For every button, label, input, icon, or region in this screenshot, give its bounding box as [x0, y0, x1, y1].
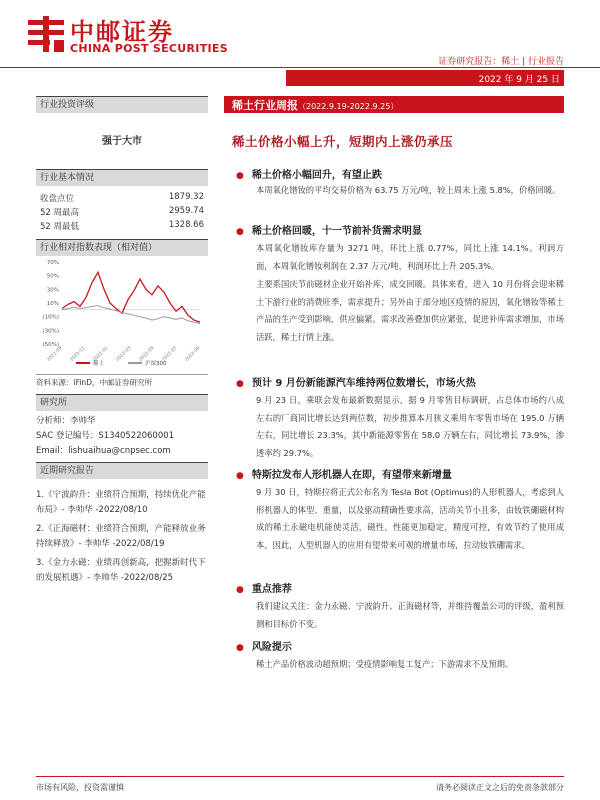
x-tick-label: 2022-03: [115, 345, 133, 363]
section-heading: ● 重点推荐: [236, 584, 292, 595]
analyst-title: 研究所: [36, 394, 208, 411]
section-heading: ● 风险提示: [236, 642, 292, 653]
stat-label: 52 周最低: [40, 222, 80, 232]
stat-label: 52 周最高: [40, 208, 80, 218]
y-tick-label: 10%: [46, 301, 59, 307]
y-tick-label: 30%: [46, 287, 59, 294]
x-tick-label: 2021-09: [46, 345, 64, 363]
x-tick-label: 2022-01: [92, 345, 110, 363]
section-heading: ● 特斯拉发布人形机器人在即，有望带来新增量: [236, 470, 452, 481]
bullet-icon: ●: [236, 471, 244, 481]
rating-title: 行业投资评级: [36, 96, 208, 113]
stat-value: 1879.32: [168, 192, 204, 202]
section-paragraph: 稀土产品价格波动超预期；受疫情影响复工复产；下游需求不及预期。: [256, 659, 514, 669]
y-tick-label: (50%): [42, 342, 59, 348]
report-title-main: 稀土行业周报: [232, 99, 298, 112]
bullet-icon: ●: [236, 643, 244, 653]
x-tick-label: 2022-05: [138, 345, 156, 363]
section-paragraph: 9 月 30 日，特斯拉将正式公布名为 Tesla Bot (Optimus)的人形机器人，考虑到人形机器人的体型、重量，以及驱动精确性要求高，活动关节小且多，由钕铁硼磁材构成的稀土永磁电机能使灵活，磁性，性能更加稳定，精度可控，有效节约了使用成本。因此，人型机器人的应用有望带来可观的增量市场，拉动钕铁硼需求。: [256, 487, 564, 550]
bullet-icon: ●: [236, 227, 244, 237]
recent-report-item[interactable]: 1.《宁波韵升：业绩符合预期，持续优化产能布局》- 李帅华 -2022/08/10: [36, 490, 206, 515]
footer-disclaimer: 请务必阅读正文之后的免责条款部分: [436, 783, 564, 792]
stat-value: 1328.66: [168, 220, 204, 230]
y-tick-label: (10%): [42, 314, 59, 321]
stat-value: 2959.74: [168, 206, 204, 216]
recent-report-item[interactable]: 2.《正海磁材：业绩符合预期，产能释放业务持续释放》- 李帅华 -2022/08/19: [36, 524, 206, 549]
section-heading: ● 预计 9 月份新能源汽车维持两位数增长，市场火热: [236, 378, 476, 389]
brand-name: 中邮证券: [70, 18, 174, 46]
y-tick-label: 70%: [46, 260, 59, 266]
x-tick-label: 2022-07: [161, 345, 179, 363]
header-divider: [0, 67, 600, 68]
analyst-email[interactable]: Email：lishuaihua@cnpsec.com: [36, 446, 171, 456]
x-tick-label: 2021-11: [69, 345, 87, 363]
section-paragraph: 我们建议关注：金力永磁、宁波韵升、正海磁材等，并维持覆盖公司的评级，盈利预测和目标价不变。: [256, 601, 564, 629]
analyst-name: 分析师：李帅华: [36, 416, 96, 426]
recent-report-item[interactable]: 3.《金力永磁：业绩再创新高，把握新时代下的发展机遇》- 李帅华 -2022/08/25: [36, 558, 206, 583]
bullet-icon: ●: [236, 171, 244, 181]
stat-row: [36, 192, 208, 204]
report-date: 2022 年 9 月 25 日: [478, 75, 560, 85]
stat-row: [36, 206, 208, 218]
report-title-range: （2022.9.19-2022.9.25）: [298, 102, 399, 111]
report-title: [232, 97, 398, 113]
legend-label: 稀土: [93, 361, 105, 367]
bullet-icon: ●: [236, 585, 244, 595]
analyst-sac: SAC 登记编号：S1340522060001: [36, 431, 175, 441]
stat-row: [36, 220, 208, 232]
footer-risk-note: 市场有风险，投资需谨慎: [36, 783, 124, 792]
legend-label: 沪深300: [145, 361, 167, 367]
section-heading: ● 稀土价格小幅回升，有望止跌: [236, 170, 382, 181]
stat-label: 收盘点位: [40, 194, 75, 204]
section-paragraph: 本周氧化镨钕的平均交易价格为 63.75 万元/吨，较上周末上涨 5.8%，价格回暖。: [256, 185, 561, 195]
relative-index-chart: [36, 258, 208, 370]
footer-divider: [36, 776, 564, 777]
y-tick-label: 50%: [46, 273, 59, 280]
report-type: 证券研究报告：稀土 | 行业报告: [438, 57, 564, 67]
rating-value: 强于大市: [102, 136, 142, 147]
chart-title: 行业相对指数表现（相对值）: [36, 239, 208, 256]
recent-reports-title: 近期研究报告: [36, 462, 208, 479]
headline: 稀土价格小幅上升，短期内上涨仍承压: [232, 134, 454, 149]
section-heading: ● 稀土价格回暖，十一节前补货需求明显: [236, 226, 422, 237]
section-paragraph: 9 月 23 日，乘联会发布最新数据显示，据 9 月零售目标调研，占总体市场约八成左右的厂商同比增长达到两位数，初步推算本月狭义乘用车零售市场在 195.0 万辆左右，同比增长 23.3%，其中新能源零售在 58.0 万辆左右，同比增长 73.9%，渗透率约 29.7%。: [256, 395, 564, 458]
section-paragraph: 本周氧化镨钕库存量为 3271 吨，环比上涨 0.77%，同比上涨 14.1%。利润方面，本周氧化镨钕利润在 2.37 万元/吨，利润环比上升 205.3%。: [256, 243, 564, 271]
x-tick-label: 2022-09: [184, 345, 202, 363]
chart-source: 资料来源：iFinD，中邮证券研究所: [36, 374, 208, 388]
bullet-icon: ●: [236, 379, 244, 389]
basic-info-title: 行业基本情况: [36, 169, 208, 186]
y-tick-label: (30%): [42, 328, 59, 335]
china-post-logo-icon: [26, 14, 66, 54]
chart-svg: [36, 258, 208, 370]
section-paragraph: 主要系国庆节前磁材企业开始补库，成交回暖。具体来看，进入 10 月份将会迎来稀土下游行业的消费旺季，需求提升；另外由于部分地区疫情的原因，氧化镨钕等稀土产品的生产受到影响，供应偏紧。需求改善叠加供应紧张，促进补库需求增加，市场活跃，稀土行情上涨。: [256, 279, 564, 342]
brand-name-en: CHINA POST SECURITIES: [70, 42, 228, 55]
